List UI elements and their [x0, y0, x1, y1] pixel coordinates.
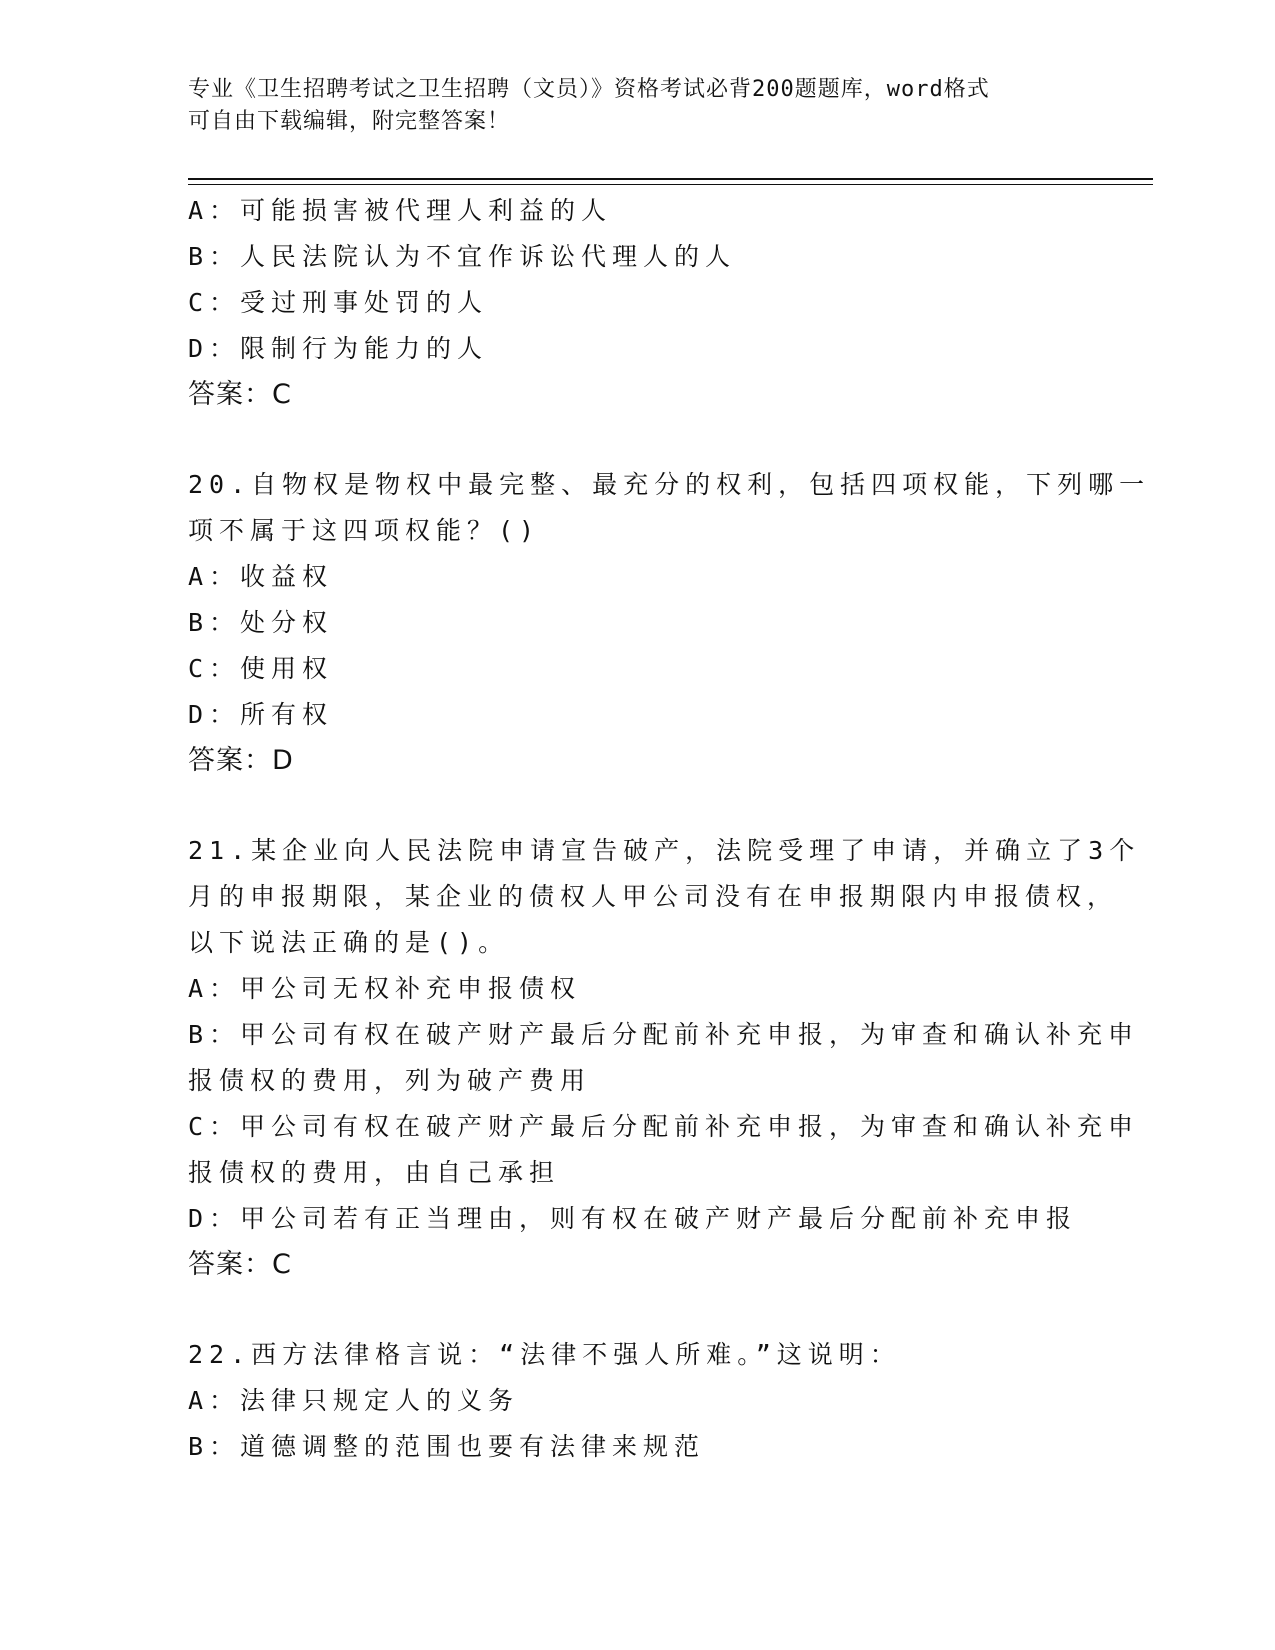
q21-option-d: D：甲公司若有正当理由，则有权在破产财产最后分配前补充申报	[188, 1204, 1078, 1233]
q19-option-c: C：受过刑事处罚的人	[188, 288, 489, 317]
q19-option-b: B：人民法院认为不宜作诉讼代理人的人	[188, 242, 737, 271]
header-divider-thick	[188, 178, 1153, 180]
question-19-block	[188, 188, 1108, 418]
q20-answer: 答案：D	[188, 745, 294, 776]
q21-option-a: A：甲公司无权补充申报债权	[188, 974, 582, 1003]
document-header	[188, 74, 1088, 138]
q21-option-b-line-1: B：甲公司有权在破产财产最后分配前补充申报，为审查和确认补充申	[188, 1020, 1140, 1049]
question-20-block	[188, 462, 1151, 784]
q21-answer: 答案：C	[188, 1249, 292, 1280]
q19-answer: 答案：C	[188, 379, 292, 410]
q20-stem-line-1: 20.自物权是物权中最完整、最充分的权利，包括四项权能，下列哪一	[188, 470, 1151, 499]
q21-stem-line-1: 21.某企业向人民法院申请宣告破产，法院受理了申请，并确立了3个	[188, 836, 1141, 865]
question-21-block	[188, 828, 1141, 1288]
q20-option-c: C：使用权	[188, 654, 334, 683]
q21-stem-line-3: 以下说法正确的是()。	[188, 928, 510, 957]
q21-option-c-line-1: C：甲公司有权在破产财产最后分配前补充申报，为审查和确认补充申	[188, 1112, 1140, 1141]
q21-option-b-line-2: 报债权的费用，列为破产费用	[188, 1066, 592, 1095]
q20-option-d: D：所有权	[188, 700, 334, 729]
header-line-1: 专业《卫生招聘考试之卫生招聘（文员）》资格考试必背200题题库，word格式	[188, 77, 990, 102]
q22-option-a: A：法律只规定人的义务	[188, 1386, 520, 1415]
header-line-2: 可自由下载编辑，附完整答案！	[188, 109, 511, 134]
question-content	[188, 188, 1151, 1470]
q19-option-d: D：限制行为能力的人	[188, 334, 489, 363]
q21-stem-line-2: 月的申报期限，某企业的债权人甲公司没有在申报期限内申报债权，	[188, 882, 1119, 911]
q20-option-b: B：处分权	[188, 608, 334, 637]
q22-stem-line-1: 22.西方法律格言说：“法律不强人所难。”这说明：	[188, 1340, 901, 1369]
q22-option-b: B：道德调整的范围也要有法律来规范	[188, 1432, 706, 1461]
q20-stem-line-2: 项不属于这四项权能？()	[188, 516, 541, 545]
header-divider-thin	[188, 184, 1153, 185]
question-22-block	[188, 1332, 1108, 1470]
q21-option-c-line-2: 报债权的费用，由自己承担	[188, 1158, 561, 1187]
q19-option-a: A：可能损害被代理人利益的人	[188, 196, 613, 225]
q20-option-a: A：收益权	[188, 562, 334, 591]
